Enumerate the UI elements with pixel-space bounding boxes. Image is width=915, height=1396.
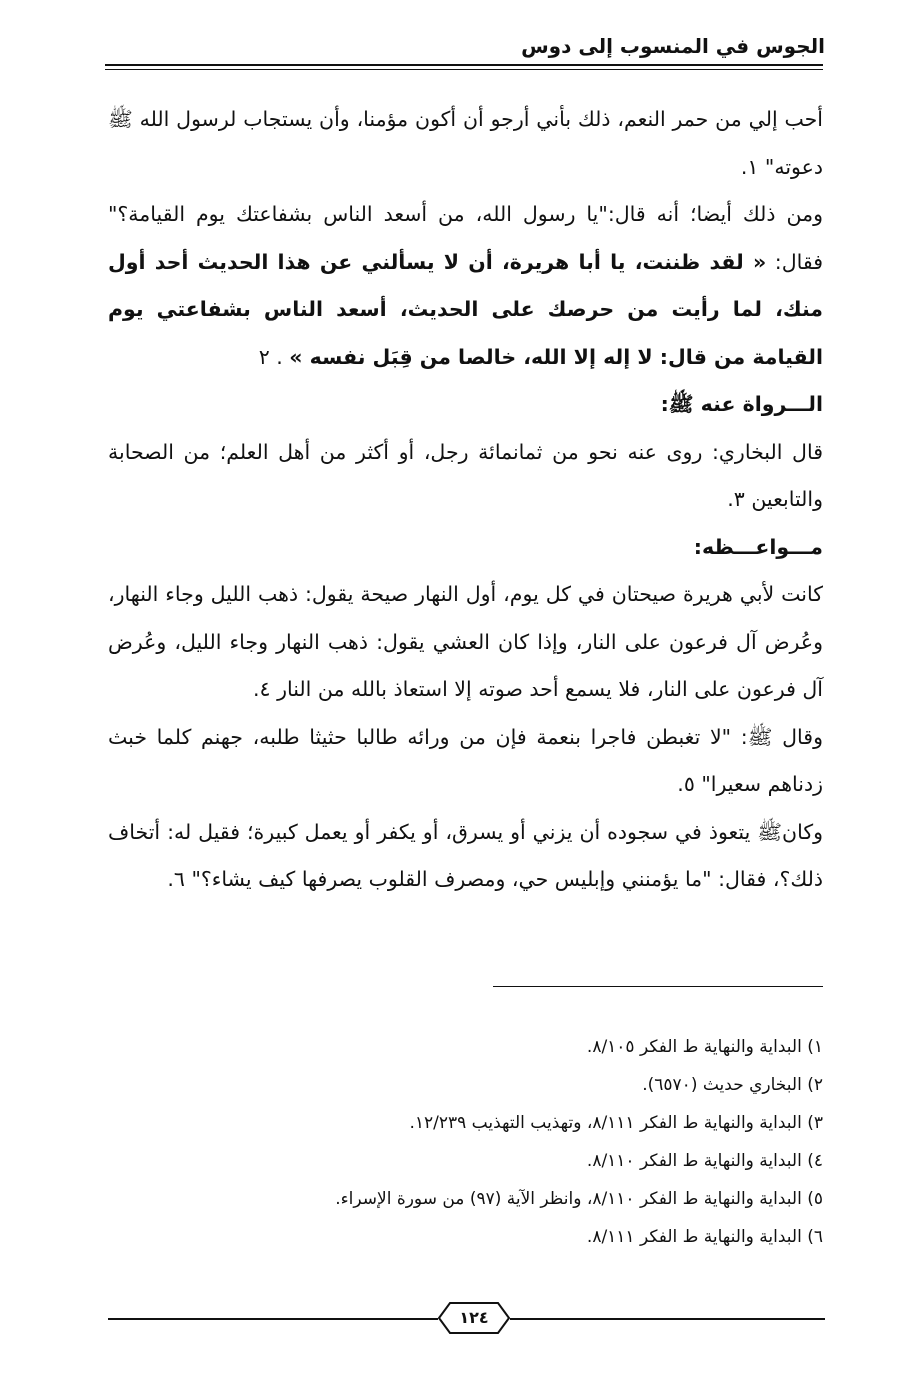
footnote: ١) البداية والنهاية ط الفكر ٨/١٠٥. (586, 1037, 823, 1057)
paragraph-1: أحب إلي من حمر النعم، ذلك بأني أرجو أن أكون مؤمنا، وأن يستجاب لرسول الله ﷺ دعوته" ١. (108, 107, 823, 179)
page-number-rule-left (108, 1318, 438, 1320)
page-number: ١٢٤ (459, 1308, 489, 1327)
footnotes (108, 1028, 823, 1256)
header-rule-thin (105, 69, 823, 70)
paragraph-4: كانت لأبي هريرة صيحتان في كل يوم، أول النهار صيحة يقول: ذهب الليل وجاء النهار، وعُرض آل فرعون على النار، وإذا كان العشي يقول: ذهب النهار وجاء الليل، وعُرض آل فرعون على النار، فلا يسمع أحد صوته إلا استعاذ بالله من النار ٤. (108, 582, 823, 701)
paragraph-3: قال البخاري: روى عنه نحو من ثمانمائة رجل، أو أكثر من أهل العلم؛ من الصحابة والتابعين ٣. (108, 439, 823, 511)
footnote: ٥) البداية والنهاية ط الفكر ٨/١١٠، وانظر الآية (٩٧) من سورة الإسراء. (335, 1189, 823, 1209)
footnote: ٤) البداية والنهاية ط الفكر ٨/١١٠. (586, 1151, 823, 1171)
header-rule-thick (105, 64, 823, 66)
footnote: ٢) البخاري حديث (٦٥٧٠). (642, 1075, 823, 1095)
footnote-separator (493, 986, 823, 987)
body-text (108, 96, 823, 904)
paragraph-6: وكانﷺ يتعوذ في سجوده أن يزني أو يسرق، أو يكفر أو يعمل كبيرة؛ فقيل له: أتخاف ذلك؟، فقال: "ما يؤمنني وإبليس حي، ومصرف القلوب يصرفها كيف يشاء؟" ٦. (108, 819, 823, 891)
paragraph-2 (108, 191, 823, 381)
footnote-ref-2: . ٢ (258, 344, 290, 369)
footnote: ٣) البداية والنهاية ط الفكر ٨/١١١، وتهذيب التهذيب ١٢/٢٣٩. (409, 1113, 823, 1133)
page-number-frame (438, 1302, 510, 1334)
section-heading-narrators: الـــرواة عنه ﷺ: (660, 392, 823, 416)
hadith-quote: « لقد ظننت، يا أبا هريرة، أن لا يسألني عن هذا الحديث أحد أول منك، لما رأيت من حرصك على الحديث، أسعد الناس بشفاعتي يوم القيامة من قال: لا إله إلا الله، خالصا من قِبَل نفسه » (108, 249, 823, 369)
paragraph-5: وقال ﷺ: "لا تغبطن فاجرا بنعمة فإن من ورائه طالبا حثيثا طلبه، جهنم كلما خبث زدناهم سعيرا" ٥. (108, 724, 823, 796)
page-number-rule-right (510, 1318, 825, 1320)
section-heading-sermons: مـــواعـــظه: (693, 534, 823, 559)
paragraph-2-intro: ومن ذلك أيضا؛ أنه قال:"يا رسول الله، من أسعد الناس بشفاعتك يوم القيامة؟" فقال: (108, 202, 823, 274)
footnote: ٦) البداية والنهاية ط الفكر ٨/١١١. (586, 1227, 823, 1247)
running-header: الجوس في المنسوب إلى دوس (521, 34, 825, 58)
